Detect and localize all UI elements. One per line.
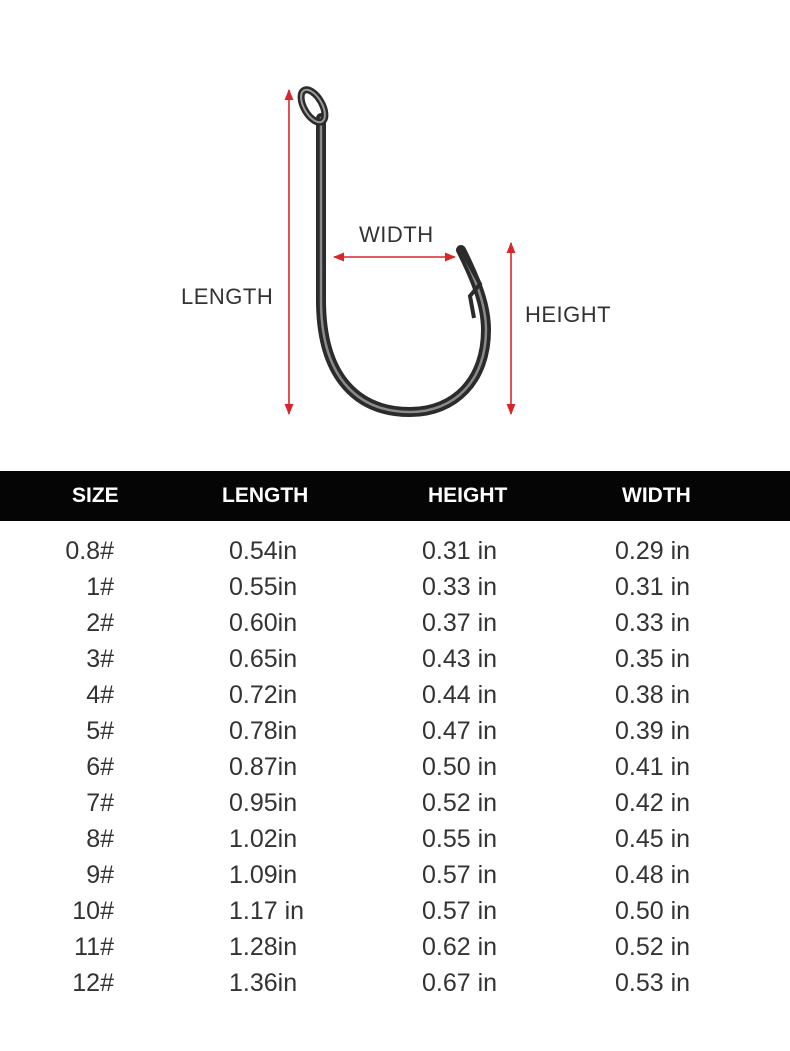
size-cell: 6#	[86, 753, 114, 781]
width-cell: 0.33 in	[615, 609, 691, 637]
table-row	[0, 605, 790, 641]
height-label: HEIGHT	[525, 302, 612, 327]
hook-diagram	[0, 0, 790, 470]
header-width: WIDTH	[622, 484, 691, 507]
length-cell: 0.87in	[229, 753, 298, 781]
width-cell: 0.39 in	[615, 717, 691, 745]
height-cell: 0.57 in	[422, 861, 498, 889]
size-cell: 1#	[86, 573, 114, 601]
size-cell: 9#	[86, 861, 114, 889]
width-cell: 0.31 in	[615, 573, 691, 601]
width-cell: 0.53 in	[615, 969, 691, 997]
length-cell: 0.60in	[229, 609, 298, 637]
length-cell: 0.95in	[229, 789, 298, 817]
table-row	[0, 641, 790, 677]
table-row	[0, 785, 790, 821]
table-row	[0, 821, 790, 857]
height-cell: 0.67 in	[422, 969, 498, 997]
height-cell: 0.44 in	[422, 681, 498, 709]
width-cell: 0.48 in	[615, 861, 691, 889]
table-row	[0, 677, 790, 713]
header-length: LENGTH	[222, 484, 309, 507]
height-cell: 0.57 in	[422, 897, 498, 925]
width-cell: 0.42 in	[615, 789, 691, 817]
fishing-hook	[296, 86, 486, 412]
height-cell: 0.47 in	[422, 717, 498, 745]
size-cell: 8#	[86, 825, 114, 853]
header-size: SIZE	[72, 484, 119, 507]
height-cell: 0.33 in	[422, 573, 498, 601]
width-cell: 0.41 in	[615, 753, 691, 781]
width-label: WIDTH	[359, 222, 434, 247]
table-row	[0, 533, 790, 569]
table-header	[0, 471, 790, 521]
length-cell: 1.28in	[229, 933, 298, 961]
width-cell: 0.38 in	[615, 681, 691, 709]
length-label: LENGTH	[181, 284, 274, 309]
size-cell: 3#	[86, 645, 114, 673]
height-cell: 0.31 in	[422, 537, 498, 565]
width-cell: 0.45 in	[615, 825, 691, 853]
length-cell: 1.02in	[229, 825, 298, 853]
length-cell: 0.65in	[229, 645, 298, 673]
size-cell: 0.8#	[65, 537, 114, 565]
height-cell: 0.62 in	[422, 933, 498, 961]
size-cell: 7#	[86, 789, 114, 817]
width-cell: 0.35 in	[615, 645, 691, 673]
header-height: HEIGHT	[428, 484, 508, 507]
table-row	[0, 713, 790, 749]
table-row	[0, 857, 790, 893]
size-cell: 12#	[72, 969, 114, 997]
height-cell: 0.55 in	[422, 825, 498, 853]
size-cell: 4#	[86, 681, 114, 709]
length-cell: 0.54in	[229, 537, 298, 565]
table-row	[0, 569, 790, 605]
height-cell: 0.50 in	[422, 753, 498, 781]
height-cell: 0.52 in	[422, 789, 498, 817]
size-cell: 11#	[74, 933, 114, 961]
table-row	[0, 929, 790, 965]
height-cell: 0.43 in	[422, 645, 498, 673]
table-row	[0, 965, 790, 1001]
table-row	[0, 893, 790, 929]
length-cell: 1.36in	[229, 969, 298, 997]
width-cell: 0.52 in	[615, 933, 691, 961]
length-cell: 1.09in	[229, 861, 298, 889]
table-row	[0, 749, 790, 785]
length-cell: 0.72in	[229, 681, 298, 709]
size-cell: 5#	[86, 717, 114, 745]
size-cell: 10#	[72, 897, 114, 925]
size-table-body	[0, 533, 790, 1001]
length-cell: 0.78in	[229, 717, 298, 745]
length-cell: 0.55in	[229, 573, 298, 601]
width-cell: 0.29 in	[615, 537, 691, 565]
width-cell: 0.50 in	[615, 897, 691, 925]
height-cell: 0.37 in	[422, 609, 498, 637]
size-cell: 2#	[86, 609, 114, 637]
length-cell: 1.17 in	[229, 897, 305, 925]
